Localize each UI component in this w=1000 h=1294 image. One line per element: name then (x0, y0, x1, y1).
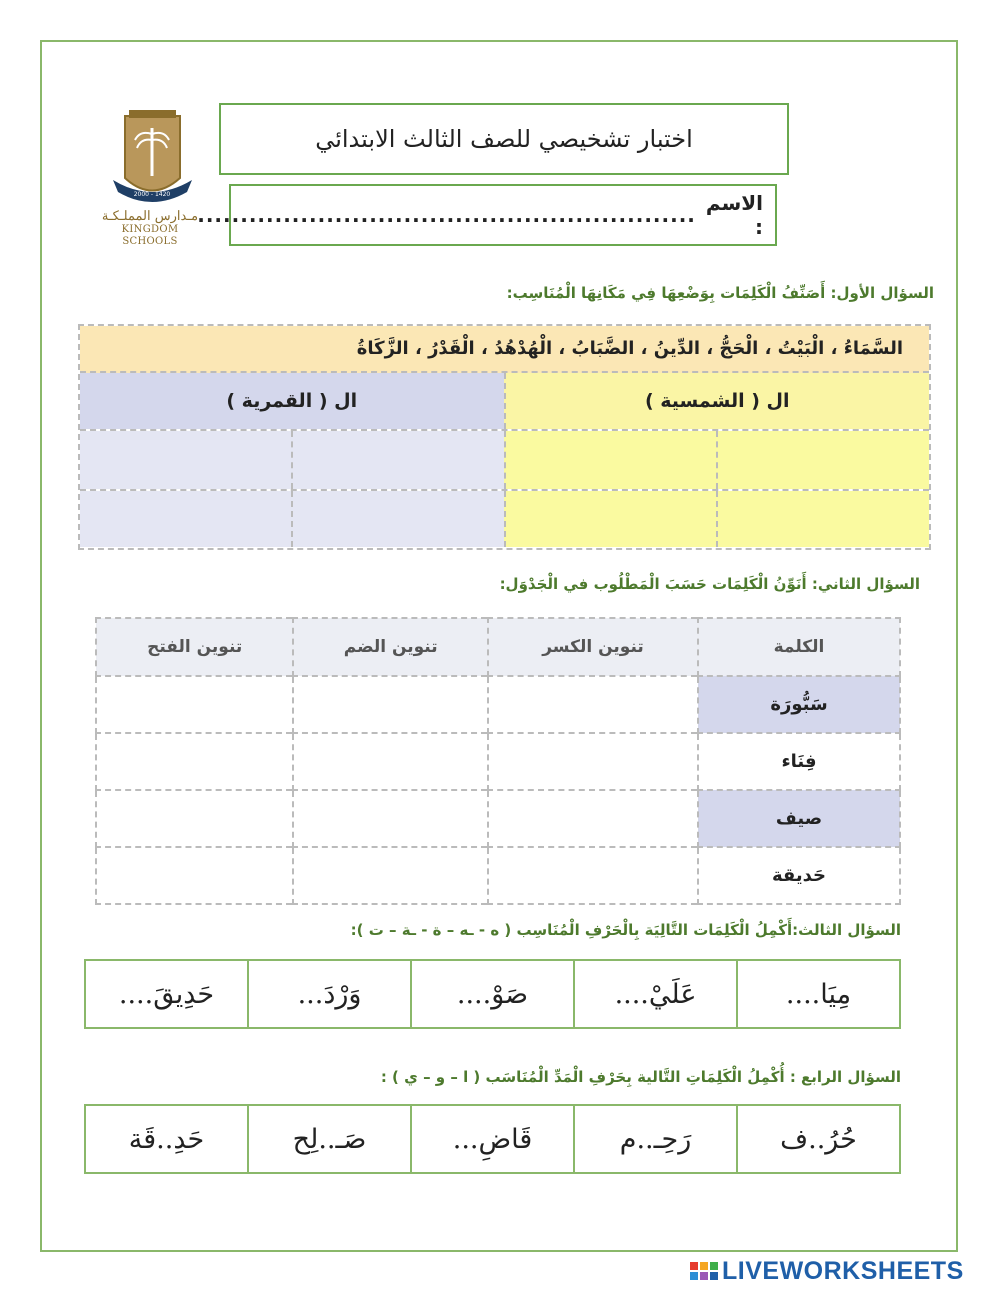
q2-answer-cell[interactable] (488, 790, 698, 847)
q2-answer-cell[interactable] (96, 676, 293, 733)
q4-word[interactable]: قَاضِ... (410, 1106, 573, 1172)
table-row (96, 790, 900, 847)
q2-answer-cell[interactable] (293, 790, 488, 847)
q4-word[interactable]: رَحِـ..م (573, 1106, 736, 1172)
q2-answer-cell[interactable] (96, 790, 293, 847)
logo-square (700, 1262, 708, 1270)
brand-name: LIVEWORKSHEETS (722, 1256, 964, 1285)
q1-word-bank: السَّمَاءُ ، الْبَيْتُ ، الْحَجُّ ، الدِّينُ ، الضَّبَابُ ، الْهُدْهُدُ ، الْقَدْرُ ، الزَّكَاةُ (80, 326, 929, 373)
q2-word: حَديقة (698, 847, 900, 904)
logo-square (690, 1272, 698, 1280)
q2-answer-cell[interactable] (488, 847, 698, 904)
q4-word[interactable]: حُرُ..ف (736, 1106, 899, 1172)
sun-letters-header: ال ( الشمسية ) (504, 373, 930, 429)
liveworksheets-logo-icon (690, 1262, 718, 1280)
q2-answer-cell[interactable] (488, 676, 698, 733)
q1-headers (80, 373, 929, 431)
q3-word[interactable]: صَوْ.... (410, 961, 573, 1027)
q2-word: صيف (698, 790, 900, 847)
logo-caption (100, 210, 200, 248)
name-field[interactable] (197, 184, 777, 246)
q4-prompt: السؤال الرابع : أُكْمِلُ الْكَلِمَاتِ التَّالية بِحَرْفِ الْمَدِّ الْمُنَاسَب ( ا – و – ي ) : (380, 1068, 901, 1086)
logo-square (710, 1262, 718, 1270)
q2-header-damm: تنوين الضم (293, 618, 488, 676)
q1-row (80, 489, 929, 547)
q1-prompt: السؤال الأول: أَصَنِّفُ الْكَلِمَات بِوَضْعِهَا فِي مَكَانِهَا الْمُنَاسِب: (506, 284, 934, 302)
logo-years: 2000 - 1420 (133, 191, 171, 198)
name-label: الاسم : (705, 191, 763, 239)
logo-square (700, 1272, 708, 1280)
liveworksheets-brand[interactable] (690, 1255, 964, 1287)
q2-header-kasr: تنوين الكسر (488, 618, 698, 676)
q1-answer-cell[interactable] (80, 491, 291, 547)
logo-square (690, 1262, 698, 1270)
q1-answer-cell[interactable] (504, 491, 717, 547)
logo-name-en: KINGDOM SCHOOLS (121, 224, 179, 247)
q1-row (80, 431, 929, 489)
q2-answer-cell[interactable] (293, 676, 488, 733)
q2-prompt: السؤال الثاني: أَنَوِّنُ الْكَلِمَات حَسَبَ الْمَطْلُوب في الْجَدْوَل: (499, 575, 920, 593)
q3-word[interactable]: حَدِيقَ.... (118, 978, 215, 1010)
q1-answer-cell[interactable] (716, 491, 929, 547)
q2-header-word: الكلمة (698, 618, 900, 676)
q2-answer-cell[interactable] (488, 733, 698, 790)
q1-table (78, 324, 931, 550)
q3-word[interactable]: عَلَيْ.... (573, 961, 736, 1027)
q3-prompt: السؤال الثالث:أَكْمِلُ الْكَلِمَات التَّالِيَة بِالْحَرْفِ الْمُنَاسِب ( ه - ـه – ة - ـة – ت ): (350, 921, 901, 939)
table-row (96, 733, 900, 790)
q4-word[interactable]: حَدِ..قَة (128, 1123, 205, 1155)
q2-answer-cell[interactable] (96, 847, 293, 904)
q1-answer-cell[interactable] (291, 431, 504, 489)
q1-answer-cell[interactable] (716, 431, 929, 489)
table-row (96, 676, 900, 733)
q2-table (95, 617, 901, 905)
logo-square (710, 1272, 718, 1280)
q3-word[interactable]: وَرْدَ... (247, 961, 410, 1027)
q2-answer-cell[interactable] (293, 847, 488, 904)
q1-answer-cell[interactable] (291, 491, 504, 547)
q2-header-fath: تنوين الفتح (96, 618, 293, 676)
q3-word[interactable]: مِيَا.... (736, 961, 899, 1027)
q2-answer-cell[interactable] (96, 733, 293, 790)
q1-answer-cell[interactable] (504, 431, 717, 489)
page-title: اختبار تشخيصي للصف الثالث الابتدائي (219, 103, 789, 175)
q2-header-row (96, 618, 900, 676)
table-row (96, 847, 900, 904)
q4-word[interactable]: صَـ..لِح (247, 1106, 410, 1172)
logo-name-ar: مـدارس المملـكـة (101, 209, 199, 224)
moon-letters-header: ال ( القمرية ) (80, 373, 504, 429)
q4-words (84, 1104, 901, 1174)
q1-answer-cell[interactable] (80, 431, 291, 489)
q2-answer-cell[interactable] (293, 733, 488, 790)
q2-word: سَبُّورَة (698, 676, 900, 733)
q2-word: فِنَاء (698, 733, 900, 790)
name-dots: .......................................................... (197, 203, 696, 227)
q3-words (84, 959, 901, 1029)
